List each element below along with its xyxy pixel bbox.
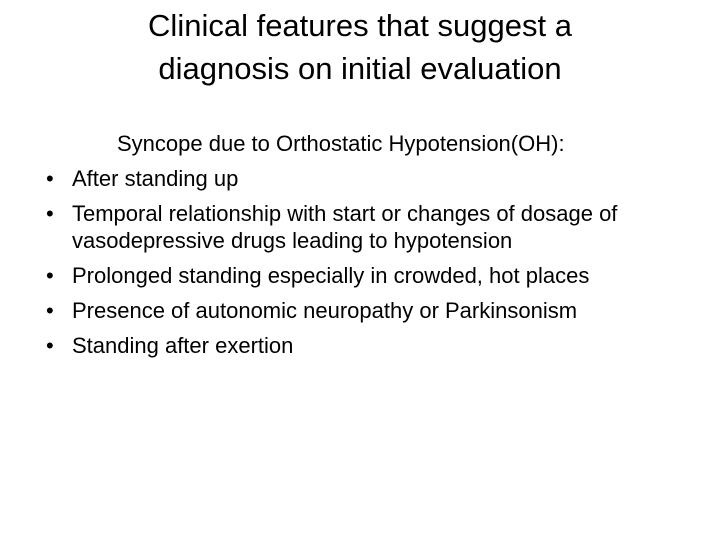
title-line-1: Clinical features that suggest a <box>148 8 572 43</box>
slide-title <box>60 4 660 90</box>
bullet-text: Temporal relationship with start or changes of dosage of vasodepressive drugs leading to hypotension <box>72 201 618 253</box>
bullet-text: After standing up <box>72 166 239 191</box>
bullet-item <box>46 262 686 289</box>
bullet-item <box>46 297 686 324</box>
bullet-text: Presence of autonomic neuropathy or Parkinsonism <box>72 298 578 323</box>
bullet-icon: • <box>46 333 54 358</box>
bullet-list <box>46 165 686 359</box>
intro-text: Syncope due to Orthostatic Hypotension(OH): <box>117 131 565 156</box>
slide-body <box>46 130 686 367</box>
bullet-icon: • <box>46 166 54 191</box>
bullet-icon: • <box>46 263 54 288</box>
bullet-text: Prolonged standing especially in crowded, hot places <box>72 263 590 288</box>
bullet-item <box>46 332 686 359</box>
title-line-2: diagnosis on initial evaluation <box>158 51 562 86</box>
bullet-item <box>46 200 686 254</box>
bullet-icon: • <box>46 201 54 226</box>
bullet-item <box>46 165 686 192</box>
bullet-text: Standing after exertion <box>72 333 294 358</box>
bullet-icon: • <box>46 298 54 323</box>
